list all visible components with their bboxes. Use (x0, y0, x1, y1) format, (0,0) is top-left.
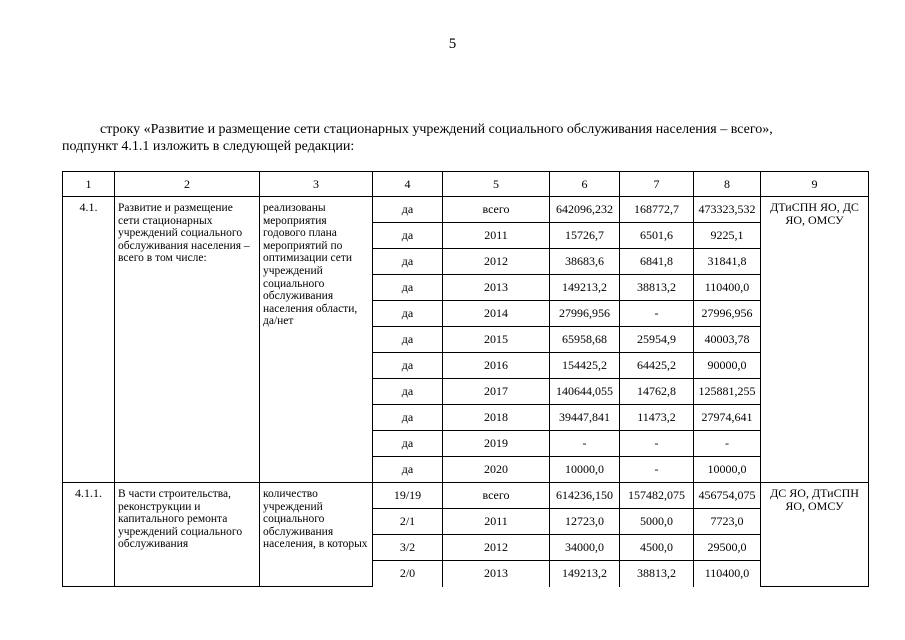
amount-cell: 10000,0 (550, 457, 620, 483)
value-cell: да (373, 379, 443, 405)
amount-cell: 6841,8 (620, 249, 694, 275)
intro-line-1: строку «Развитие и размещение сети стационарных учреждений социального обслуживания населения – всего», (100, 122, 773, 137)
value-cell: да (373, 457, 443, 483)
header-cell: 4 (373, 172, 443, 197)
header-row (63, 172, 869, 197)
amount-cell: 12723,0 (550, 509, 620, 535)
intro-paragraph (62, 121, 852, 155)
year-cell: всего (443, 197, 550, 223)
item-name-cell: В части строительства, реконструкции и капитального ремонта учреждений социального обслуживания (115, 483, 260, 587)
amount-cell: 154425,2 (550, 353, 620, 379)
value-cell: да (373, 197, 443, 223)
year-cell: 2018 (443, 405, 550, 431)
amount-cell: 456754,075 (694, 483, 761, 509)
amount-cell: 9225,1 (694, 223, 761, 249)
header-cell: 5 (443, 172, 550, 197)
value-cell: да (373, 301, 443, 327)
amount-cell: 11473,2 (620, 405, 694, 431)
amount-cell: 34000,0 (550, 535, 620, 561)
indicator-cell: количество учреждений социального обслуживания населения, в которых (260, 483, 373, 587)
header-cell: 1 (63, 172, 115, 197)
year-cell: 2013 (443, 275, 550, 301)
amount-cell: 6501,6 (620, 223, 694, 249)
amount-cell: 65958,68 (550, 327, 620, 353)
amount-cell: 38683,6 (550, 249, 620, 275)
value-cell: да (373, 223, 443, 249)
year-cell: 2019 (443, 431, 550, 457)
header-cell: 9 (761, 172, 869, 197)
executor-cell: ДС ЯО, ДТиСПН ЯО, ОМСУ (761, 483, 869, 587)
amount-cell: 149213,2 (550, 275, 620, 301)
year-cell: 2016 (443, 353, 550, 379)
header-cell: 6 (550, 172, 620, 197)
year-cell: 2012 (443, 249, 550, 275)
header-cell: 2 (115, 172, 260, 197)
table-row (63, 197, 869, 223)
amount-cell: 125881,255 (694, 379, 761, 405)
year-cell: 2011 (443, 223, 550, 249)
value-cell: да (373, 327, 443, 353)
amount-cell: 25954,9 (620, 327, 694, 353)
amount-cell: 7723,0 (694, 509, 761, 535)
value-cell: 19/19 (373, 483, 443, 509)
item-name-cell: Развитие и размещение сети стационарных учреждений социального обслуживания населения – всего в том числе: (115, 197, 260, 483)
amount-cell: 14762,8 (620, 379, 694, 405)
amount-cell: 64425,2 (620, 353, 694, 379)
year-cell: 2017 (443, 379, 550, 405)
amount-cell: 140644,055 (550, 379, 620, 405)
value-cell: да (373, 353, 443, 379)
amount-cell: 38813,2 (620, 561, 694, 587)
year-cell: 2015 (443, 327, 550, 353)
value-cell: да (373, 275, 443, 301)
value-cell: 3/2 (373, 535, 443, 561)
year-cell: 2020 (443, 457, 550, 483)
amount-cell: 38813,2 (620, 275, 694, 301)
amount-cell: 168772,7 (620, 197, 694, 223)
header-cell: 7 (620, 172, 694, 197)
item-number-cell: 4.1.1. (63, 483, 115, 587)
value-cell: да (373, 431, 443, 457)
value-cell: да (373, 405, 443, 431)
indicator-cell: реализованы мероприятия годового плана мероприятий по оптимизации сети учреждений социального обслуживания населения области, да/нет (260, 197, 373, 483)
amount-cell: 642096,232 (550, 197, 620, 223)
amount-cell: 27974,641 (694, 405, 761, 431)
amount-cell: - (620, 457, 694, 483)
table-row (63, 483, 869, 509)
amount-cell: 473323,532 (694, 197, 761, 223)
amount-cell: 40003,78 (694, 327, 761, 353)
page-number: 5 (448, 36, 457, 52)
item-number-cell: 4.1. (63, 197, 115, 483)
year-cell: 2011 (443, 509, 550, 535)
executor-cell: ДТиСПН ЯО, ДС ЯО, ОМСУ (761, 197, 869, 483)
amount-cell: 4500,0 (620, 535, 694, 561)
amount-cell: 614236,150 (550, 483, 620, 509)
amount-cell: 157482,075 (620, 483, 694, 509)
year-cell: всего (443, 483, 550, 509)
amount-cell: 29500,0 (694, 535, 761, 561)
amount-cell: - (620, 301, 694, 327)
intro-line-2: подпункт 4.1.1 изложить в следующей редакции: (62, 139, 355, 154)
amount-cell: 5000,0 (620, 509, 694, 535)
year-cell: 2014 (443, 301, 550, 327)
amount-cell: 10000,0 (694, 457, 761, 483)
amount-cell: 110400,0 (694, 561, 761, 587)
amount-cell: - (694, 431, 761, 457)
value-cell: 2/1 (373, 509, 443, 535)
value-cell: да (373, 249, 443, 275)
amount-cell: - (550, 431, 620, 457)
amount-cell: - (620, 431, 694, 457)
amount-cell: 15726,7 (550, 223, 620, 249)
header-cell: 3 (260, 172, 373, 197)
amount-cell: 39447,841 (550, 405, 620, 431)
amount-cell: 31841,8 (694, 249, 761, 275)
year-cell: 2013 (443, 561, 550, 587)
header-cell: 8 (694, 172, 761, 197)
amount-cell: 90000,0 (694, 353, 761, 379)
amount-cell: 110400,0 (694, 275, 761, 301)
amount-cell: 149213,2 (550, 561, 620, 587)
program-table (62, 171, 869, 587)
value-cell: 2/0 (373, 561, 443, 587)
amount-cell: 27996,956 (550, 301, 620, 327)
year-cell: 2012 (443, 535, 550, 561)
amount-cell: 27996,956 (694, 301, 761, 327)
